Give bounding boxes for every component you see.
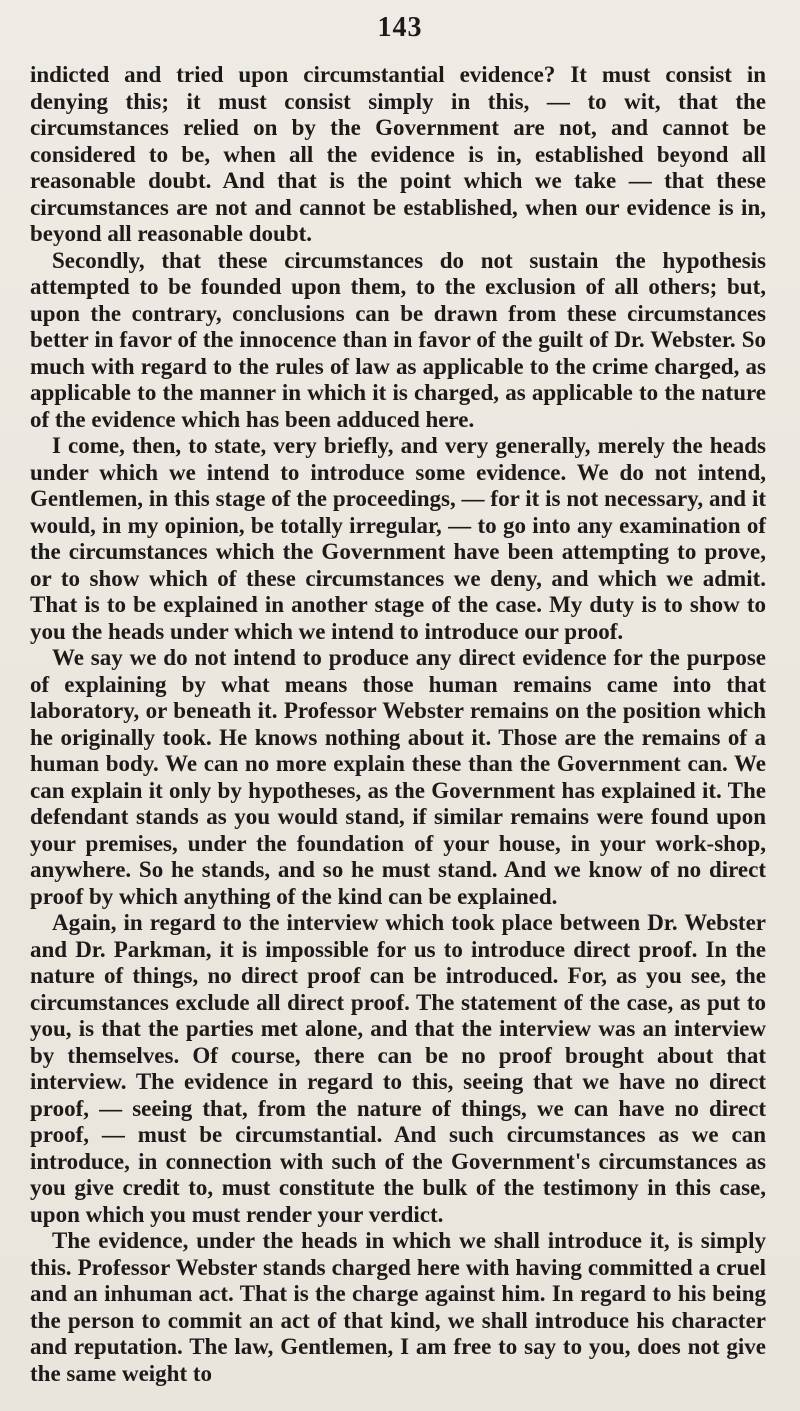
paragraph-1: indicted and tried upon circumstantial evidence? It must consist in denying this; it must consist simply in this, — to wit, that the circumstances relied on by the Government are not, and cannot be considered to be, when all the evidence is in, established beyond all reasonable doubt. And that is the point which we take — that these circumstances are not and cannot be established, when our evidence is in, beyond all reasonable doubt. — [30, 62, 766, 246]
paragraph-4: We say we do not intend to produce any direct evidence for the purpose of explaining by what means those human remains came into that laboratory, or beneath it. Professor Webster remains on the position which he originally took. He knows nothing about it. Those are the remains of a human body. We can no more explain these than the Government can. We can explain it only by hypotheses, as the Government has explained it. The defendant stands as you would stand, if similar remains were found upon your premises, under the foundation of your house, in your work-shop, anywhere. So he stands, and so he must stand. And we know of no direct proof by which anything of the kind can be explained. — [30, 645, 766, 909]
paragraph-5: Again, in regard to the interview which took place between Dr. Webster and Dr. Parkman, it is impossible for us to introduce direct proof. In the nature of things, no direct proof can be introduced. For, as you see, the circumstances exclude all direct proof. The statement of the case, as put to you, is that the parties met alone, and that the interview was an interview by themselves. Of course, there can be no proof brought about that interview. The evidence in regard to this, seeing that we have no direct proof, — seeing that, from the nature of things, we can have no direct proof, — must be circumstantial. And such circumstances as we can introduce, in connection with such of the Government's circumstances as you give credit to, must constitute the bulk of the testimony in this case, upon which you must render your verdict. — [30, 910, 766, 1227]
page-number: 143 — [377, 12, 423, 43]
body-text — [30, 62, 766, 1387]
paragraph-3: I come, then, to state, very briefly, and very generally, merely the heads under which we intend to introduce some evidence. We do not intend, Gentlemen, in this stage of the proceedings, — for it is not necessary, and it would, in my opinion, be totally irregular, — to go into any examination of the circumstances which the Government have been attempting to prove, or to show which of these circumstances we deny, and which we admit. That is to be explained in another stage of the case. My duty is to show to you the heads under which we intend to introduce our proof. — [30, 433, 766, 644]
paragraph-2: Secondly, that these circumstances do not sustain the hypothesis attempted to be founded upon them, to the exclusion of all others; but, upon the contrary, conclusions can be drawn from these circumstances better in favor of the innocence than in favor of the guilt of Dr. Webster. So much with regard to the rules of law as applicable to the crime charged, as applicable to the manner in which it is charged, as applicable to the nature of the evidence which has been adduced here. — [30, 247, 766, 432]
paragraph-6: The evidence, under the heads in which we shall introduce it, is simply this. Professor Webster stands charged here with having committed a cruel and an inhuman act. That is the charge against him. In regard to his being the person to commit an act of that kind, we shall introduce his character and reputation. The law, Gentlemen, I am free to say to you, does not give the same weight to — [30, 1228, 766, 1386]
